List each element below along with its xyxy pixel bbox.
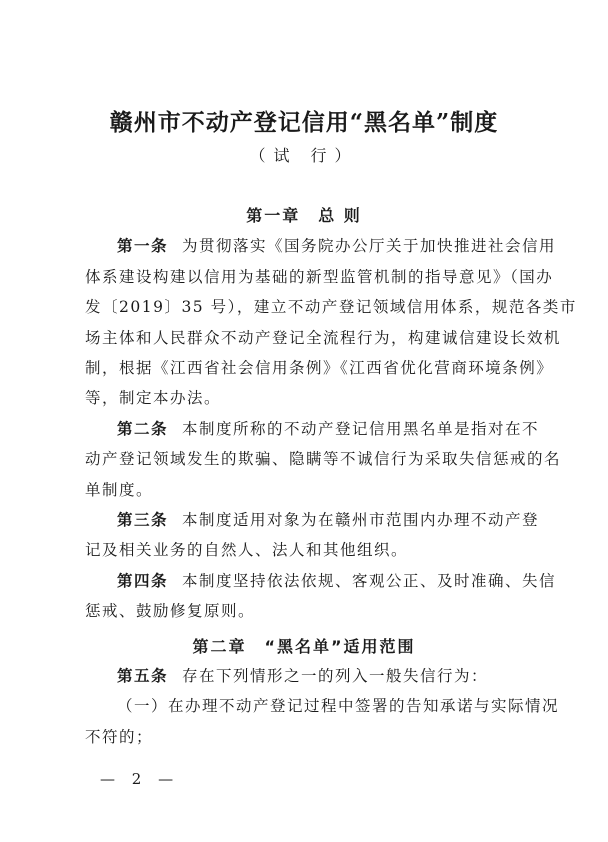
item-1-line-2: 不符的； bbox=[85, 728, 154, 746]
article-1-text: 为贯彻落实《国务院办公厅关于加快推进社会信用 bbox=[182, 237, 557, 255]
page-title: 赣州市不动产登记信用“黑名单”制度 bbox=[109, 109, 499, 136]
article-3-label: 第三条 bbox=[117, 511, 169, 529]
article-4-label: 第四条 bbox=[117, 572, 169, 590]
article-3-line-2: 记及相关业务的自然人、法人和其他组织。 bbox=[85, 541, 409, 559]
chapter-heading: 第一章 总 则 bbox=[246, 206, 362, 225]
article-1-label: 第一条 bbox=[117, 237, 169, 255]
article-1-line-1 bbox=[117, 234, 556, 256]
article-2-text: 本制度所称的不动产登记信用黑名单是指对在不 bbox=[182, 420, 540, 438]
article-1-line-5: 制，根据《江西省社会信用条例》《江西省优化营商环境条例》 bbox=[85, 359, 554, 377]
article-4-text: 本制度坚持依法依规、客观公正、及时准确、失信 bbox=[182, 572, 557, 590]
article-5-line-1 bbox=[117, 664, 488, 686]
article-5-text: 存在下列情形之一的列入一般失信行为： bbox=[182, 667, 489, 685]
article-2-label: 第二条 bbox=[117, 420, 169, 438]
article-5-label: 第五条 bbox=[117, 667, 169, 685]
page-subtitle: （试 行） bbox=[249, 146, 359, 165]
article-1-line-6: 等，制定本办法。 bbox=[85, 389, 222, 407]
article-4-line-2: 惩戒、鼓励修复原则。 bbox=[85, 602, 256, 620]
article-2-line-2: 动产登记领域发生的欺骗、隐瞒等不诚信行为采取失信惩戒的名 bbox=[85, 450, 562, 468]
article-3-line-1 bbox=[117, 508, 539, 530]
article-4-line-1 bbox=[117, 569, 556, 591]
article-2-line-1 bbox=[117, 417, 539, 439]
article-3-text: 本制度适用对象为在赣州市范围内办理不动产登 bbox=[182, 511, 540, 529]
article-1-line-2: 体系建设构建以信用为基础的新型监管机制的指导意见》（国办 bbox=[85, 268, 554, 286]
item-1-line-1: （一）在办理不动产登记过程中签署的告知承诺与实际情况 bbox=[117, 697, 560, 715]
article-2-line-3: 单制度。 bbox=[85, 481, 154, 499]
chapter-heading: 第二章 “黑名单”适用范围 bbox=[192, 637, 416, 656]
article-1-line-3: 发〔2019〕35 号），建立不动产登记领域信用体系，规范各类市 bbox=[85, 298, 577, 316]
page-number: — 2 — bbox=[100, 770, 180, 788]
article-1-line-4: 场主体和人民群众不动产登记全流程行为，构建诚信建设长效机 bbox=[85, 329, 562, 347]
